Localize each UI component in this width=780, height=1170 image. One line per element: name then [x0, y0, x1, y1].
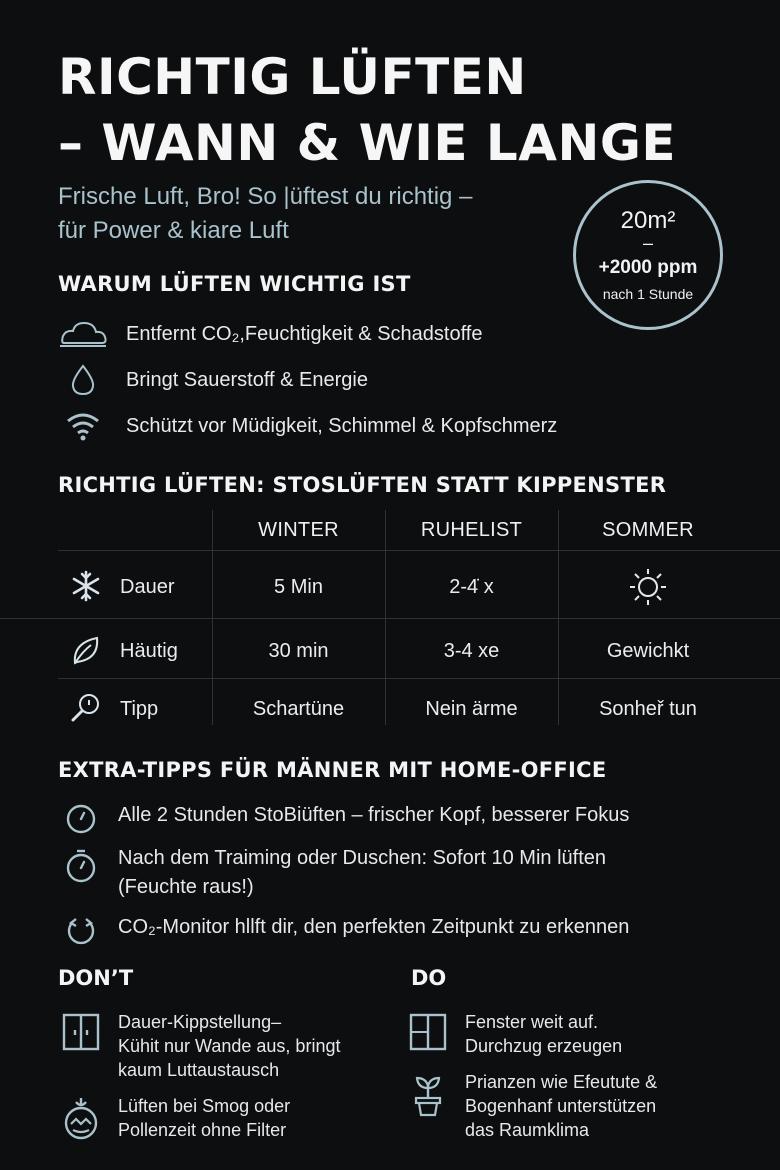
leaf-icon: [66, 632, 106, 668]
stopwatch-icon: [58, 844, 104, 888]
do-item: [405, 1070, 657, 1142]
wifi-icon: [58, 408, 110, 444]
do-heading: DO: [411, 966, 447, 990]
extra-item: [58, 800, 629, 844]
subtitle-line-1: Frische Luft, Bro! So |üftest du richtig –: [58, 183, 473, 210]
dont-item-text: Pollenzeit ohne Filter: [118, 1120, 287, 1140]
monitor-icon: [58, 912, 104, 956]
subtitle: [58, 180, 578, 248]
do-item: [405, 1010, 622, 1058]
why-heading: WARUM LÜFTEN WICHTIG IST: [58, 272, 411, 296]
why-item-text: Entfernt CO₂,Feuchtigkeit & Schadstoffe: [126, 322, 483, 345]
column-header: RUHELIST: [420, 519, 523, 541]
window-closed-icon: [58, 1010, 104, 1054]
dont-item-text: kaum Luttaustausch: [118, 1060, 280, 1080]
table-cell: 5 Min: [274, 576, 323, 598]
why-item: [58, 316, 482, 352]
extra-item: [58, 844, 606, 902]
row-label: Häutig: [120, 640, 178, 662]
table-cell: Gewichkt: [606, 640, 690, 662]
plant-icon: [405, 1070, 451, 1114]
dont-item: [58, 1010, 340, 1082]
page-title: [58, 44, 738, 176]
do-item-text: das Raumklima: [465, 1120, 590, 1140]
table-cell: 2-4̇ x: [449, 576, 494, 598]
smog-icon: [58, 1094, 104, 1138]
table-divider: [0, 618, 780, 619]
why-item-text: Schützt vor Müdigkeit, Schimmel & Kopfschmerz: [126, 414, 558, 437]
co2-badge: [573, 180, 723, 330]
dont-item: [58, 1094, 290, 1142]
table-heading: RICHTIG LÜFTEN: STOSLÜFTEN STATT KIPPENSTER: [58, 473, 667, 497]
subtitle-line-2: für Power & kiare Luft: [58, 217, 289, 244]
badge-area: 20m²: [620, 207, 676, 234]
why-item-text: Bringt Sauerstoff & Energie: [126, 368, 368, 391]
column-header: SOMMER: [602, 519, 694, 541]
extra-item: [58, 912, 629, 956]
column-header: WINTER: [258, 519, 339, 541]
dont-item-text: Kühit nur Wande aus, bringt: [118, 1036, 341, 1056]
sun-icon: [558, 566, 738, 608]
do-item-text: Bogenhanf unterstützen: [465, 1096, 657, 1116]
why-item: [58, 362, 368, 398]
dont-heading: DON’T: [58, 966, 134, 990]
badge-ppm: +2000 ppm: [598, 257, 698, 278]
snowflake-icon: [66, 568, 106, 604]
table-divider: [58, 678, 780, 679]
title-line-2: – WANN & WIE LANGE: [58, 114, 677, 172]
dont-item-text: Dauer-Kippstellung–: [118, 1012, 282, 1032]
table-divider: [58, 550, 780, 551]
do-item-text: Durchzug erzeugen: [465, 1036, 623, 1056]
ventilation-table: [0, 510, 780, 740]
do-item-text: Fenster weit auf.: [465, 1012, 599, 1032]
extra-heading: EXTRA-TIPPS FÜR MÄNNER MIT HOME-OFFICE: [58, 758, 607, 782]
badge-dash: –: [642, 233, 653, 253]
droplet-icon: [58, 362, 110, 398]
extra-item-text: (Feuchte raus!): [118, 876, 254, 898]
dont-item-text: Lüften bei Smog oder: [118, 1096, 291, 1116]
table-cell: 3-4 xe: [443, 640, 500, 662]
table-cell: 30 min: [268, 640, 329, 662]
extra-item-text: Alle 2 Stunden StoBiüften – frischer Kopf, besserer Fokus: [118, 804, 630, 826]
table-cell: Schartüne: [252, 698, 345, 720]
magnifier-icon: [66, 690, 106, 726]
window-open-icon: [405, 1010, 451, 1054]
why-item: [58, 408, 557, 444]
table-cell: Nein ärme: [425, 698, 518, 720]
clock-icon: [58, 800, 104, 844]
cloud-icon: [58, 316, 110, 352]
do-column: [411, 966, 741, 990]
extra-item-text: Nach dem Traiming oder Duschen: Sofort 10 Min lüften: [118, 847, 607, 869]
row-label: Dauer: [120, 576, 175, 598]
badge-note: nach 1 Stunde: [602, 286, 694, 302]
title-line-1: RICHTIG LÜFTEN: [58, 48, 527, 106]
row-label: Tipp: [120, 698, 159, 720]
table-cell: Sonheř tun: [599, 698, 697, 720]
do-item-text: Prianzen wie Efeutute &: [465, 1072, 658, 1092]
extra-item-text: CO₂-Monitor hllft dir, den perfekten Zeitpunkt zu erkennen: [118, 916, 630, 938]
dont-column: [58, 966, 388, 990]
